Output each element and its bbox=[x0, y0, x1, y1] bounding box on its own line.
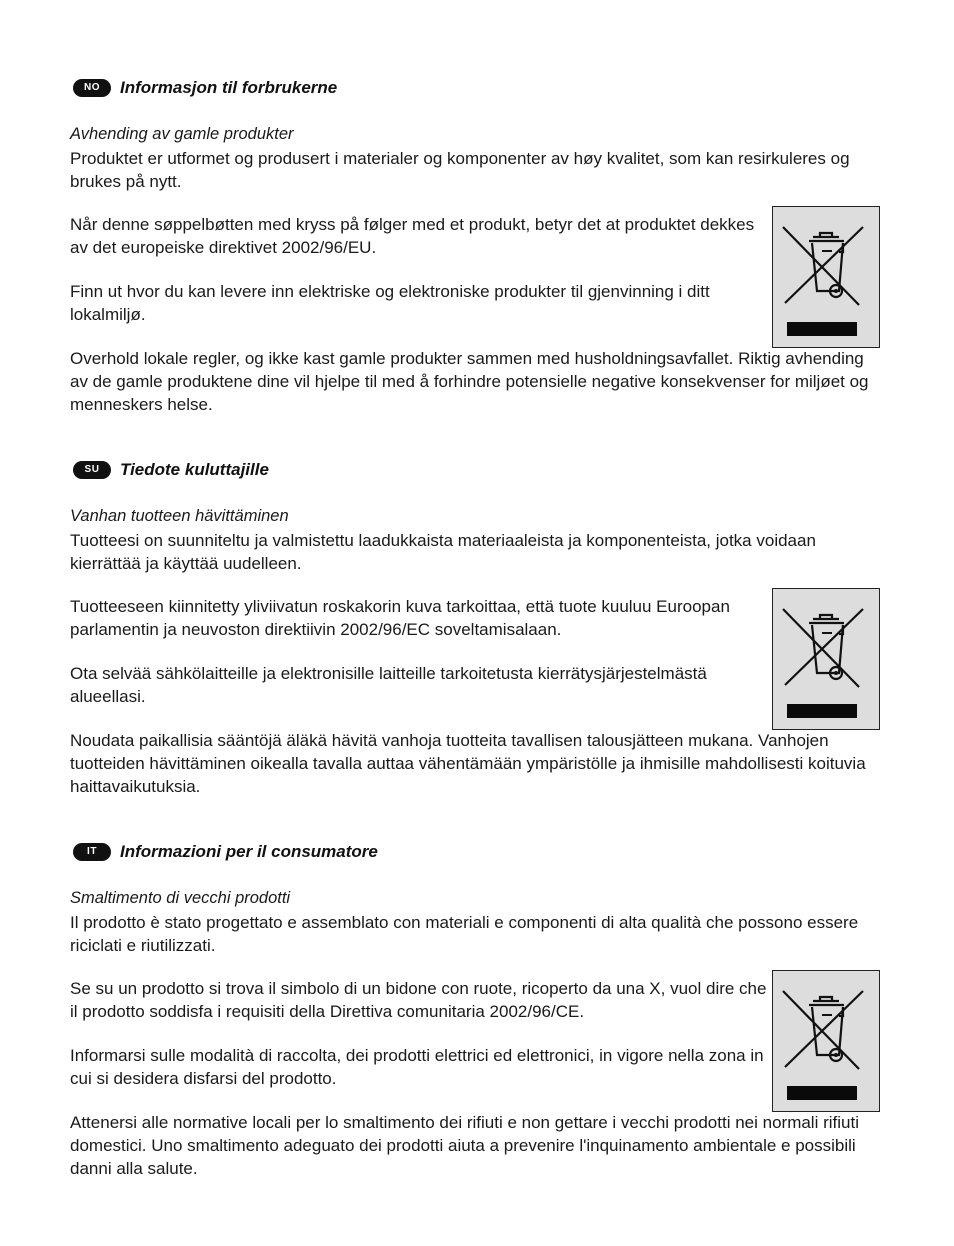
language-badge: IT bbox=[73, 843, 111, 861]
section-title: Informazioni per il consumatore bbox=[120, 842, 378, 861]
section-heading bbox=[70, 79, 880, 103]
paragraph-4: Noudata paikallisia sääntöjä äläkä hävitä vanhoja tuotteita tavallisen talousjätteen mukana. Vanhojen tuotteiden hävittäminen oikealla tavalla auttaa vähentämään ympäristölle ja ihmisille mahdollisesti koituvia haittavaikutuksia. bbox=[70, 731, 866, 796]
paragraph-2: Når denne søppelbøtten med kryss på følger med et produkt, betyr det at produktet dekkes av det europeiske direktivet 2002/96/EU. bbox=[70, 215, 755, 257]
paragraph-2: Tuotteeseen kiinnitetty yliviivatun roskakorin kuva tarkoittaa, että tuote kuuluu Euroopan parlamentin ja neuvoston direktiivin 2002/96/EC soveltamisalaan. bbox=[70, 597, 730, 639]
section-subtitle: Vanhan tuotteen hävittäminen bbox=[70, 507, 289, 525]
paragraph-1: Il prodotto è stato progettato e assemblato con materiali e componenti di alta qualità che possono essere riciclati e riutilizzati. bbox=[70, 913, 859, 955]
weee-symbol-box bbox=[772, 588, 880, 730]
paragraph-3: Ota selvää sähkölaitteille ja elektronisille laitteille tarkoitetusta kierrätysjärjestelmästä alueellasi. bbox=[70, 664, 707, 706]
weee-symbol-box bbox=[772, 206, 880, 348]
section-title: Tiedote kuluttajille bbox=[120, 460, 269, 479]
paragraph-3: Finn ut hvor du kan levere inn elektriske og elektroniske produkter til gjenvinning i ditt lokalmiljø. bbox=[70, 282, 710, 324]
section-subtitle: Avhending av gamle produkter bbox=[70, 125, 294, 143]
section-title: Informasjon til forbrukerne bbox=[120, 78, 338, 97]
section-subtitle: Smaltimento di vecchi prodotti bbox=[70, 889, 291, 907]
section-su bbox=[70, 460, 880, 796]
language-badge: NO bbox=[73, 79, 111, 97]
paragraph-4: Attenersi alle normative locali per lo smaltimento dei rifiuti e non gettare i vecchi prodotti nei normali rifiuti domestici. Uno smaltimento adeguato dei prodotti aiuta a prevenire l'inquinamento ambientale e possibili danni alla salute. bbox=[70, 1113, 859, 1178]
paragraph-3: Informarsi sulle modalità di raccolta, dei prodotti elettrici ed elettronici, in vigore nella zona in cui si desidera disfarsi del prodotto. bbox=[70, 1046, 764, 1088]
paragraph-1: Produktet er utformet og produsert i materialer og komponenter av høy kvalitet, som kan resirkuleres og brukes på nytt. bbox=[70, 149, 850, 191]
section-heading bbox=[70, 461, 880, 485]
language-badge: SU bbox=[73, 461, 111, 479]
crossed-out-wheelie-bin-icon bbox=[773, 207, 879, 347]
crossed-out-wheelie-bin-icon bbox=[773, 589, 879, 729]
section-no bbox=[70, 78, 880, 414]
paragraph-2: Se su un prodotto si trova il simbolo di un bidone con ruote, ricoperto da una X, vuol dire che il prodotto soddisfa i requisiti della Direttiva comunitaria 2002/96/CE. bbox=[70, 979, 767, 1021]
weee-symbol-box bbox=[772, 970, 880, 1112]
crossed-out-wheelie-bin-icon bbox=[773, 971, 879, 1111]
paragraph-1: Tuotteesi on suunniteltu ja valmistettu laadukkaista materiaaleista ja komponenteista, jotka voidaan kierrättää ja käyttää uudelleen. bbox=[70, 531, 816, 573]
section-it bbox=[70, 842, 880, 1178]
paragraph-4: Overhold lokale regler, og ikke kast gamle produkter sammen med husholdningsavfallet. Riktig avhending av de gamle produktene dine vil hjelpe til med å forhindre potensielle negative konsekvenser for miljøet og menneskers helse. bbox=[70, 349, 869, 414]
section-heading bbox=[70, 843, 880, 867]
